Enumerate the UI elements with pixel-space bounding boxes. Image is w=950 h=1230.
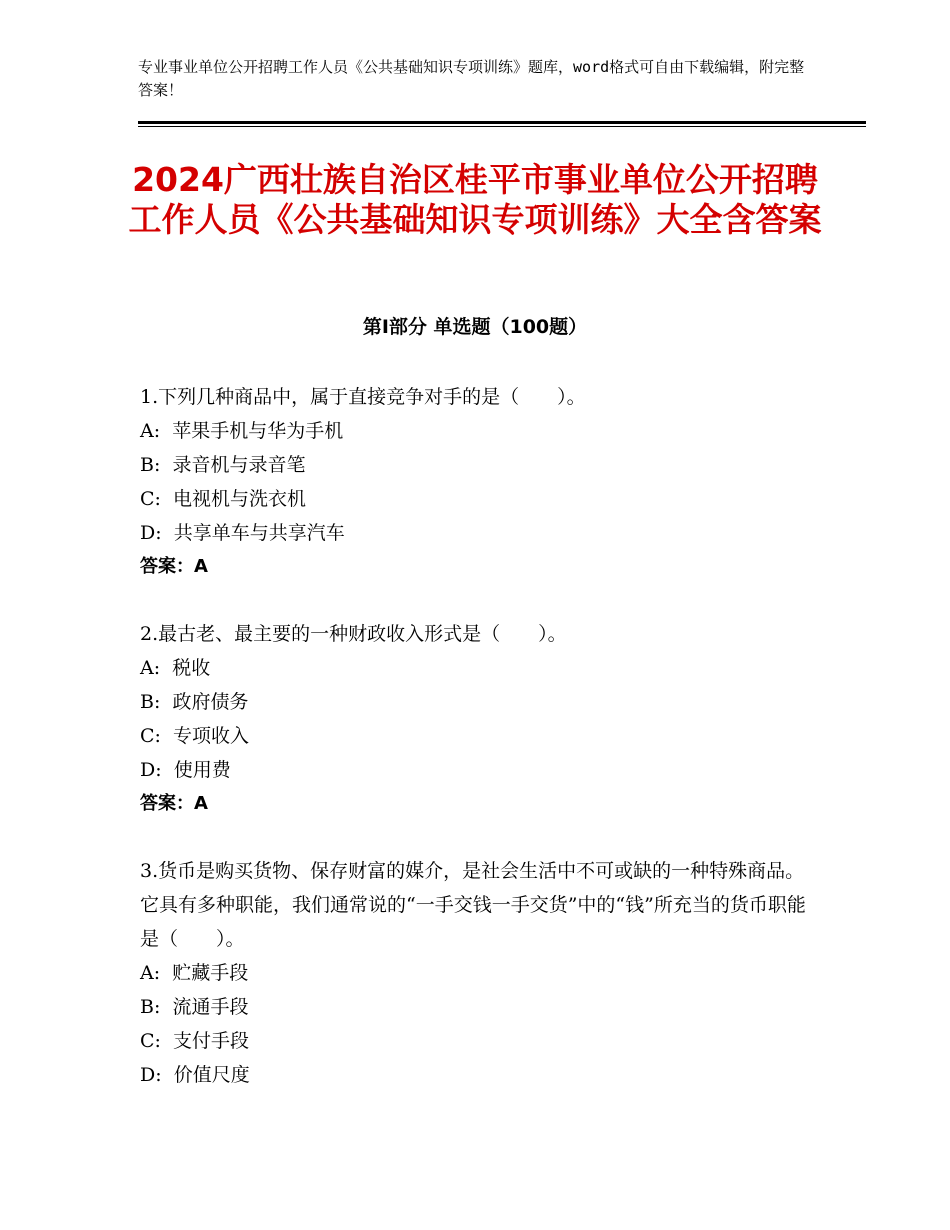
option-a: A: 贮藏手段: [140, 962, 249, 984]
option-d: D: 共享单车与共享汽车: [140, 522, 345, 544]
question-list: [140, 380, 820, 1125]
question-stem: 1.下列几种商品中，属于直接竞争对手的是（ ）。: [140, 386, 586, 408]
option-a: A: 苹果手机与华为手机: [140, 420, 344, 442]
answer-label: 答案：A: [140, 556, 208, 577]
option-d: D: 价值尺度: [140, 1064, 250, 1086]
question-3: [140, 854, 820, 1092]
option-d: D: 使用费: [140, 759, 231, 781]
question-stem: 2.最古老、最主要的一种财政收入形式是（ ）。: [140, 623, 567, 645]
option-b: B: 流通手段: [140, 996, 249, 1018]
option-a: A: 税收: [140, 657, 211, 679]
header-note: 专业事业单位公开招聘工作人员《公共基础知识专项训练》题库，word格式可自由下载编辑，附完整答案！: [138, 58, 805, 99]
document-title: 2024广西壮族自治区桂平市事业单位公开招聘工作人员《公共基础知识专项训练》大全含答案: [128, 160, 822, 239]
question-1: [140, 380, 820, 584]
section-title: 第Ⅰ部分 单选题（100题）: [362, 316, 588, 338]
question-stem: 3.货币是购买货物、保存财富的媒介，是社会生活中不可或缺的一种特殊商品。它具有多种职能，我们通常说的“一手交钱一手交货”中的“钱”所充当的货币职能是（ ）。: [140, 860, 806, 950]
header-divider-thin: [138, 126, 866, 127]
option-c: C: 专项收入: [140, 725, 250, 747]
option-b: B: 录音机与录音笔: [140, 454, 306, 476]
option-c: C: 支付手段: [140, 1030, 250, 1052]
answer-label: 答案：A: [140, 793, 208, 814]
question-2: [140, 617, 820, 821]
header-divider-thick: [138, 121, 866, 124]
option-c: C: 电视机与洗衣机: [140, 488, 307, 510]
option-b: B: 政府债务: [140, 691, 249, 713]
